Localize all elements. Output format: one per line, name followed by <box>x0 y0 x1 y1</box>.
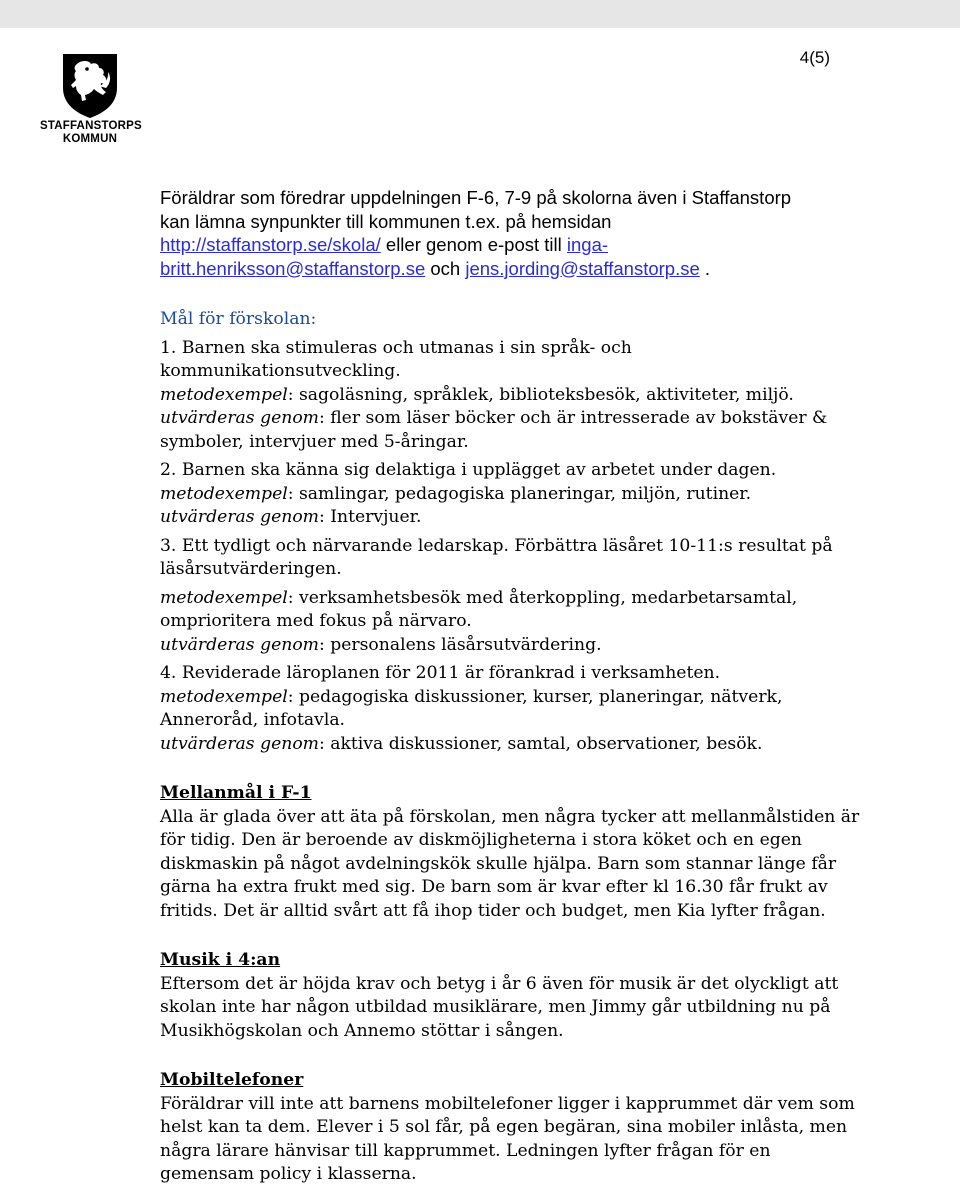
evaluation-label: utvärderas genom <box>160 408 319 428</box>
goal-1-evaluation-cont: symboler, intervjuer med 5-åringar. <box>160 431 469 452</box>
goal-3: 3. Ett tydligt och närvarande ledarskap. Förbättra läsåret 10-11:s resultat på <box>160 535 833 556</box>
evaluation-text: : aktiva diskussioner, samtal, observationer, besök. <box>318 733 763 754</box>
section-line: gärna ha extra frukt med sig. De barn som är kvar efter kl 16.30 får frukt av <box>160 877 828 897</box>
intro-line <box>160 233 840 257</box>
goals-heading: Mål för förskolan: <box>160 309 317 329</box>
section-line: Eftersom det är höjda krav och betyg i år 6 även för musik är det olyckligt att <box>160 973 839 994</box>
evaluation-text: : Intervjuer. <box>318 507 422 527</box>
section-heading-mellanmal: Mellanmål i F-1 <box>160 783 312 803</box>
goal-4-example <box>160 686 860 710</box>
goal-2: 2. Barnen ska känna sig delaktiga i upplägget av arbetet under dagen. <box>160 460 777 480</box>
goal-2-evaluation <box>160 506 860 530</box>
method-example-label: metodexempel <box>160 686 288 707</box>
method-example-label: metodexempel <box>160 384 288 405</box>
section-line: skolan inte har någon utbildad musiklärare, men Jimmy går utbildning nu på <box>160 997 831 1017</box>
goal-3-example <box>160 587 860 611</box>
section-line: helst kan ta dem. Elever i 5 sol får, på egen begäran, sina mobiler inlåsta, men <box>160 1117 848 1137</box>
method-example-label: metodexempel <box>160 483 288 504</box>
document-body <box>160 308 860 1187</box>
goal-4-example-cont: Anneroråd, infotavla. <box>160 710 346 730</box>
logo-text-line2: KOMMUN <box>62 133 118 145</box>
method-example-label: metodexempel <box>160 587 288 608</box>
staffanstorp-logo <box>40 50 140 146</box>
section-line: Alla är glada över att äta på förskolan, men några tycker att mellanmålstiden är <box>160 806 860 827</box>
evaluation-label: utvärderas genom <box>160 634 319 655</box>
logo-text-line1: STAFFANSTORPS <box>40 120 142 132</box>
intro-line <box>160 257 840 281</box>
goal-1: 1. Barnen ska stimuleras och utmanas i sin språk- och <box>160 337 632 358</box>
method-example-text: : sagoläsning, språklek, biblioteksbesök, aktiviteter, miljö. <box>287 384 794 405</box>
intro-text: . <box>699 257 711 279</box>
email-link-jens[interactable]: jens.jording@staffanstorp.se <box>465 257 700 279</box>
section-line: diskmaskin på något avdelningskök skulle hjälpa. Barn som stannar länge får <box>160 853 837 874</box>
goal-2-example <box>160 483 860 507</box>
goal-1-cont: kommunikationsutveckling. <box>160 361 401 381</box>
viewer-top-bar <box>0 0 960 28</box>
method-example-text: : verksamhetsbesök med återkoppling, medarbetarsamtal, <box>287 587 798 608</box>
intro-text: eller genom e-post till <box>380 234 567 255</box>
intro-text: och <box>425 257 466 279</box>
lion-shield-icon <box>59 50 121 120</box>
page-number: 4(5) <box>799 48 830 67</box>
evaluation-label: utvärderas genom <box>160 507 319 527</box>
intro-paragraph <box>160 186 840 280</box>
goal-1-example <box>160 384 860 408</box>
email-link-inga-britt-cont[interactable]: britt.henriksson@staffanstorp.se <box>160 257 426 279</box>
section-line: Föräldrar vill inte att barnens mobiltelefoner ligger i kapprummet där vem som <box>160 1093 855 1114</box>
section-line: några lärare hänvisar till kapprummet. Ledningen lyfter frågan för en <box>160 1140 771 1161</box>
section-heading-mobiltelefoner: Mobiltelefoner <box>160 1070 304 1090</box>
goal-3-example-cont: omprioritera med fokus på närvaro. <box>160 611 472 631</box>
section-heading-musik: Musik i 4:an <box>160 950 281 970</box>
evaluation-text: : personalens läsårsutvärdering. <box>318 634 602 655</box>
section-line: för tidig. Den är beroende av diskmöjligheterna i stora köket och en egen <box>160 830 802 850</box>
goal-4: 4. Reviderade läroplanen för 2011 är förankrad i verksamheten. <box>160 663 721 683</box>
intro-line: kan lämna synpunkter till kommunen t.ex. på hemsidan <box>160 210 612 232</box>
goal-3-cont: läsårsutvärderingen. <box>160 559 342 579</box>
email-link-inga-britt[interactable]: inga- <box>566 234 609 255</box>
intro-line: Föräldrar som föredrar uppdelningen F-6, 7-9 på skolorna även i Staffanstorp <box>160 187 792 208</box>
section-line: Musikhögskolan och Annemo stöttar i sången. <box>160 1020 564 1041</box>
school-website-link[interactable]: http://staffanstorp.se/skola/ <box>160 234 381 255</box>
section-line: fritids. Det är alltid svårt att få ihop tider och budget, men Kia lyfter frågan. <box>160 900 826 921</box>
method-example-text: : samlingar, pedagogiska planeringar, miljön, rutiner. <box>287 483 752 504</box>
goal-1-evaluation <box>160 407 860 431</box>
section-line: gemensam policy i klasserna. <box>160 1164 417 1184</box>
evaluation-text: : fler som läser böcker och är intresserade av bokstäver & <box>318 408 828 428</box>
goal-4-evaluation <box>160 733 860 757</box>
goal-3-evaluation <box>160 634 860 658</box>
method-example-text: : pedagogiska diskussioner, kurser, planeringar, nätverk, <box>287 686 783 707</box>
evaluation-label: utvärderas genom <box>160 733 319 754</box>
